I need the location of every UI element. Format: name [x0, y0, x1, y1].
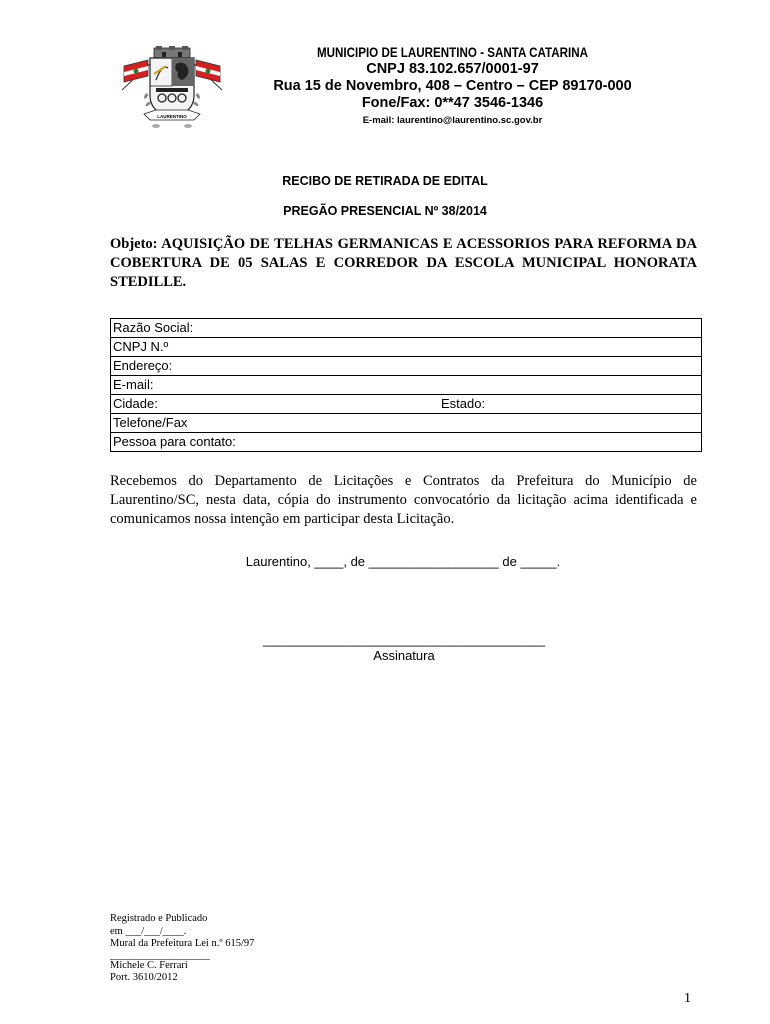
page-number: 1	[684, 991, 691, 1006]
footer-line: em ___/___/____.	[110, 925, 187, 937]
letterhead	[250, 44, 655, 128]
table-row	[111, 414, 702, 433]
municipality-phone: Fone/Fax: 0**47 3546-1346	[361, 95, 544, 111]
cidade-label: Cidade:	[113, 396, 158, 411]
signature-line: _______________________________________	[263, 632, 545, 647]
footer-line: Mural da Prefeitura Lei n.º 615/97	[110, 938, 255, 949]
email-field[interactable]: E-mail:	[111, 376, 702, 395]
razao-social-field[interactable]: Razão Social:	[111, 319, 702, 338]
table-row	[111, 433, 702, 452]
document-subtitle: PREGÃO PRESENCIAL Nº 38/2014	[283, 204, 487, 218]
signature-label: Assinatura	[373, 648, 435, 663]
registration-footer	[110, 913, 254, 985]
right-flag	[192, 60, 222, 90]
table-row	[111, 376, 702, 395]
shield	[150, 58, 194, 118]
table-row	[111, 319, 702, 338]
document-title: RECIBO DE RETIRADA DE EDITAL	[282, 174, 488, 188]
table-row	[111, 338, 702, 357]
footer-line: ___________________	[110, 949, 210, 961]
mural-crown	[154, 46, 190, 58]
table-row	[111, 395, 702, 414]
left-flag	[122, 60, 152, 90]
telefone-field[interactable]: Telefone/Fax	[111, 414, 702, 433]
crest-ribbon	[144, 110, 200, 120]
crest-label: LAURENTINO	[157, 114, 187, 119]
municipal-crest	[118, 46, 226, 130]
footer-line: Registrado e Publicado	[110, 913, 208, 924]
table-row	[111, 357, 702, 376]
objeto-text: Objeto: AQUISIÇÃO DE TELHAS GERMANICAS E ACESSORIOS PARA REFORMA DA COBERTURA DE 05 SALAS E CORREDOR DA ESCOLA MUNICIPAL HONORATA STEDILLE.	[110, 236, 697, 290]
municipality-cnpj: CNPJ 83.102.657/0001-97	[366, 61, 539, 77]
municipality-name: MUNICIPIO DE LAURENTINO - SANTA CATARINA	[316, 45, 589, 60]
receipt-paragraph: Recebemos do Departamento de Licitações e Contratos da Prefeitura do Município de Laurentino/SC, nesta data, cópia do instrumento convocatório da licitação acima identificada e comunicamos nossa intenção em participar desta Licitação.	[110, 473, 697, 527]
company-form-table	[110, 318, 702, 452]
date-line: Laurentino, ____, de __________________ de _____.	[245, 554, 561, 569]
cnpj-field[interactable]: CNPJ N.º	[111, 338, 702, 357]
footer-line: Michele C. Ferrari	[110, 959, 188, 971]
contato-field[interactable]: Pessoa para contato:	[111, 433, 702, 452]
endereco-field[interactable]: Endereço:	[111, 357, 702, 376]
cidade-estado-row[interactable]	[111, 395, 702, 414]
municipality-email: E-mail: laurentino@laurentino.sc.gov.br	[362, 115, 543, 126]
estado-label: Estado:	[441, 396, 486, 411]
municipality-address: Rua 15 de Novembro, 408 – Centro – CEP 89170-000	[273, 78, 632, 94]
footer-line: Port. 3610/2012	[110, 972, 178, 983]
